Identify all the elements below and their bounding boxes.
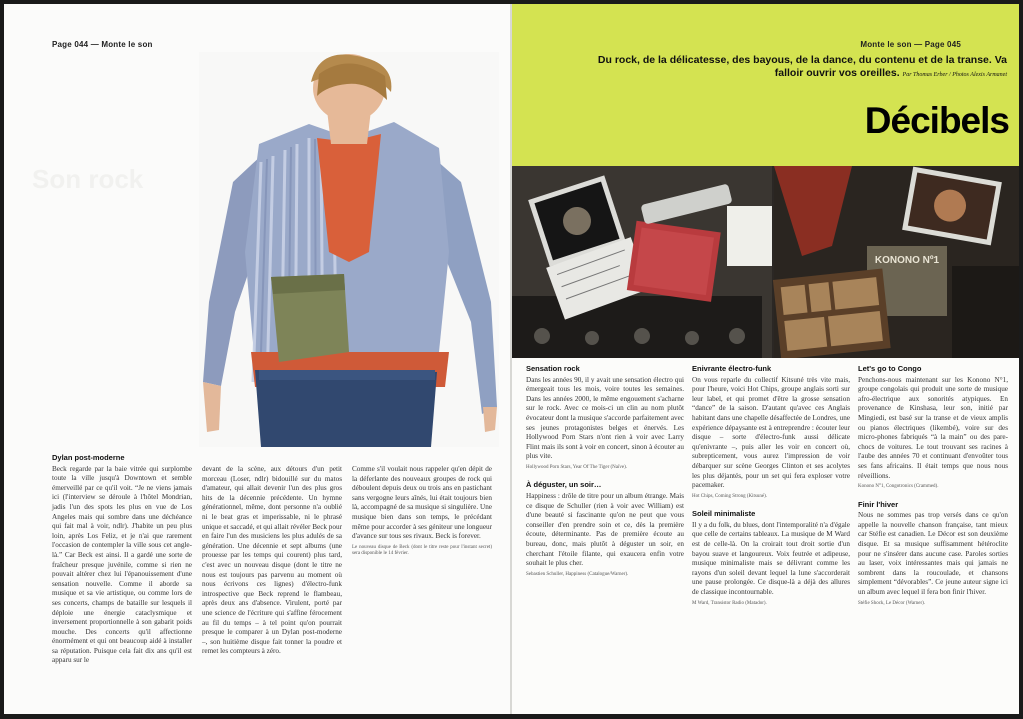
section-col-2	[692, 364, 850, 708]
article-col-1-text: Beck regarde par la baie vitrée qui surplombe toute la ville jusqu'à Downtown et semble émerveillé par ce qu'il voit. “Je ne viens jamais ici (l'interview se déroule à l'hôtel Mondrian, jadis l'un des spots les plus en vue de Los Angeles mais qui sombre dans une déchéance qui fait mal à voir, ndlr). J'habite un peu plus loin, après Los Feliz, et je n'ai que rarement l'occasion de contempler la ville sous cet angle-là.” Car Beck est ainsi. Il a gardé une sorte de fraîcheur presque juvénile, comme si rien ne pouvait altérer chez lui l'épanouissement d'une sensation nouvelle. Comme il aborde sa musique et sa vie artistique, ou comme lors de ses concerts, champs de bataille sur lesquels il déploie une énergie cataclysmique et inversement proportionnelle à son gabarit poids mouche. Des concerts qu'il affectionne énormément et qui ont beaucoup aidé à installer sa réputation. Puisque cela fait dix ans qu'il est apparu sur le	[52, 464, 192, 665]
section-heading: Sensation rock	[526, 364, 580, 373]
section-credit: Hollywood Porn Stars, Year Of The Tiger (Naïve).	[526, 464, 628, 470]
byline: Par Thomas Erber / Photos Alexis Armanet	[902, 72, 1007, 78]
left-folio: Page 044 — Monte le son	[52, 40, 153, 49]
article-col-3	[352, 465, 492, 708]
right-folio: Monte le son — Page 045	[860, 40, 961, 49]
magazine-spread	[4, 4, 1019, 714]
section-credit: Stéfie Shock, Le Décor (Warner).	[858, 600, 926, 606]
section-heading: Enivrante électro-funk	[692, 364, 772, 373]
photo-records	[512, 166, 1019, 358]
ghost-heading: Son rock	[32, 164, 144, 194]
konono-label: KONONO Nº1	[874, 255, 940, 266]
section-text: Dans les années 90, il y avait une sensation électro qui émergeait tous les mois, voire toutes les semaines. Dans les années 2000, le même engouement s'acharne sur le rock. Avec ce mois-ci un clin au nom plutôt évocateur dont la musique s'accorde parfaitement avec ses jeunes protagonistes belges et énervés. Les Hollywood Porn Stars n'ont rien à voir avec Larry Flint mais ils sont à voir en concert, sinon à écouter au plus vite.	[526, 375, 684, 461]
article-credit: Le nouveau disque de Beck (dont le titre reste pour l'instant secret) sera disponible le 14 février.	[352, 544, 492, 557]
right-page	[512, 4, 1019, 714]
section-credit: Konono N°1, Congotronics (Crammed).	[858, 484, 939, 490]
article-col-3-text: Comme s'il voulait nous rappeler qu'en dépit de la déferlante des nouveaux groupes de rock qui déboulent depuis deux ou trois ans en pastichant sans vergogne leurs aînés, lui était toujours bien là, accompagné de sa musique si singulière. Une musique bien dans son temps, le précédant même pour accorder à ses géniteur une longueur d'avance sur tous ses rivaux. Beck is forever.	[352, 465, 492, 541]
header-banner	[512, 4, 1019, 166]
article-col-2	[202, 465, 342, 708]
section-text: Penchons-nous maintenant sur les Konono N°1, groupe congolais qui produit une sorte de musique afro-électrique aux sonorités atypiques. En provenance de Kinshasa, leur son, initié par Mingiedi, est basé sur la transe et de vieux amplis ou pianos électriques (likembé), voire sur des micro-phones fabriqués “à la main” ou des pare-chocs de voitures. Le tout trouvant ses racines à l'aube des années 70 et continuant d'envoûter tous ses fans africains. Il était temps que nous nous réveillions.	[858, 375, 1008, 480]
section-heading: Let's go to Congo	[858, 364, 922, 373]
section-text: On vous reparle du collectif Kitsuné très vite mais, pour l'heure, voici Hot Chips, groupe anglais sorti sur leur label, et qui promet d'être la grosse sensation “dance” de la saison. D'autant qu'avec ces Anglais habitant dans une chapelle désaffectée de Londres, une expérience dépaysante est à entreprendre : écouter leur disque – sorte d'électro-funk aussi délicate qu'enivrante –, puis aller les voir en concert où, subrepticement, vous aurez l'impression de voir débarquer sur scène Georges Clinton et ses acolytes les plus déjantés, pour un set qui fera exploser votre pacemaker.	[692, 375, 850, 490]
section-credit: M Ward, Transistor Radio (Matador).	[692, 600, 767, 606]
page-title: Décibels	[864, 100, 1009, 141]
section-heading: Soleil minimaliste	[692, 509, 756, 519]
section-heading: À déguster, un soir…	[526, 480, 602, 490]
section-text: Il y a du folk, du blues, dont l'intemporalité n'a d'égale que celle de certains tableaux. La musique de M Ward est de celle-là. On la croirait tout droit sortie d'un bayou suave et langoureux. Voix feutrée et adipeuse, musique minimaliste mais se délivrant comme les rayons d'un soleil devant lequel la lune s'accorderait une pause prolongée. Ce disque-là a déjà des allures de classique incontournable.	[692, 520, 850, 596]
section-col-3	[858, 364, 1008, 708]
section-credit: Hot Chips, Coming Strong (Kitsuné).	[692, 493, 768, 499]
section-heading: Finir l'hiver	[858, 499, 899, 509]
article-col-1	[52, 453, 192, 708]
article-col-2-text: devant de la scène, aux détours d'un petit morceau (Loser, ndlr) bidouillé sur du matos d'amateur, qui allait devenir l'un des plus gros hits de la décennie précédente. Un hymne générationnel, même, dont personne n'a oublié ni le beat gras et imperissable, ni le phrasé unique et saccadé, et qui allait révéler Beck pour en faire l'un des musiciens les plus adulés de sa génération. Une décennie et sept albums (une prouesse par les temps qui courent) plus tard, c'est avec un nouveau disque (dont le titre ne nous est toujours pas parvenu au moment où nous écrivons ces lignes) d'électro-funk introspective que Beck reprend le flambeau, après deux ans d'absence. Virulent, porté par une science de l'écriture qui s'affine férocement au fil du temps – à tel point qu'on pourrait presque le comparer à un Dylan post-moderne –, son huitième disque fait tonner la poudre et remet les compteurs à zéro.	[202, 465, 342, 656]
left-page	[4, 4, 510, 714]
tagline	[567, 54, 1007, 82]
section-text: Nous ne sommes pas trop versés dans ce qu'on appelle la nouvelle chanson française, tant mieux car Stéfie est canadien. Le Décor est son deuxième disque. Et sa musique suffisamment hétéroclite pour ne s'insérer dans aucune case. Paroles sorties au laser, voix intéressantes mais qui jamais ne sombrent dans la roucoulade, et chansons simplement “dévorables”. Ce jeune auteur signe ici un album avec lequel il fera bon finir l'hiver.	[858, 511, 1008, 596]
article-heading: Dylan post-moderne	[52, 453, 125, 462]
section-col-1	[526, 364, 684, 708]
photo-beck	[199, 52, 499, 447]
section-credit: Sebastien Schuller, Happiness (Catalogue/Warner).	[526, 571, 629, 577]
section-text: Happiness : drôle de titre pour un album étrange. Mais ce disque de Schuller (rien à voir avec William) est d'une beauté si fascinante qu'on ne peut que vous conseiller d'en prendre soin et ce, dès la première écoute, déterminante. Pas de première écoute au bureau, donc, mais plutôt à déguster un soir, en cherchant l'étoile filante, qui exaucera enfin votre souhait le plus cher.	[526, 492, 684, 568]
tagline-text: Du rock, de la délicatesse, des bayous, de la dance, du contenu et de la transe. Va falloir ouvrir vos oreilles.	[597, 54, 1007, 79]
